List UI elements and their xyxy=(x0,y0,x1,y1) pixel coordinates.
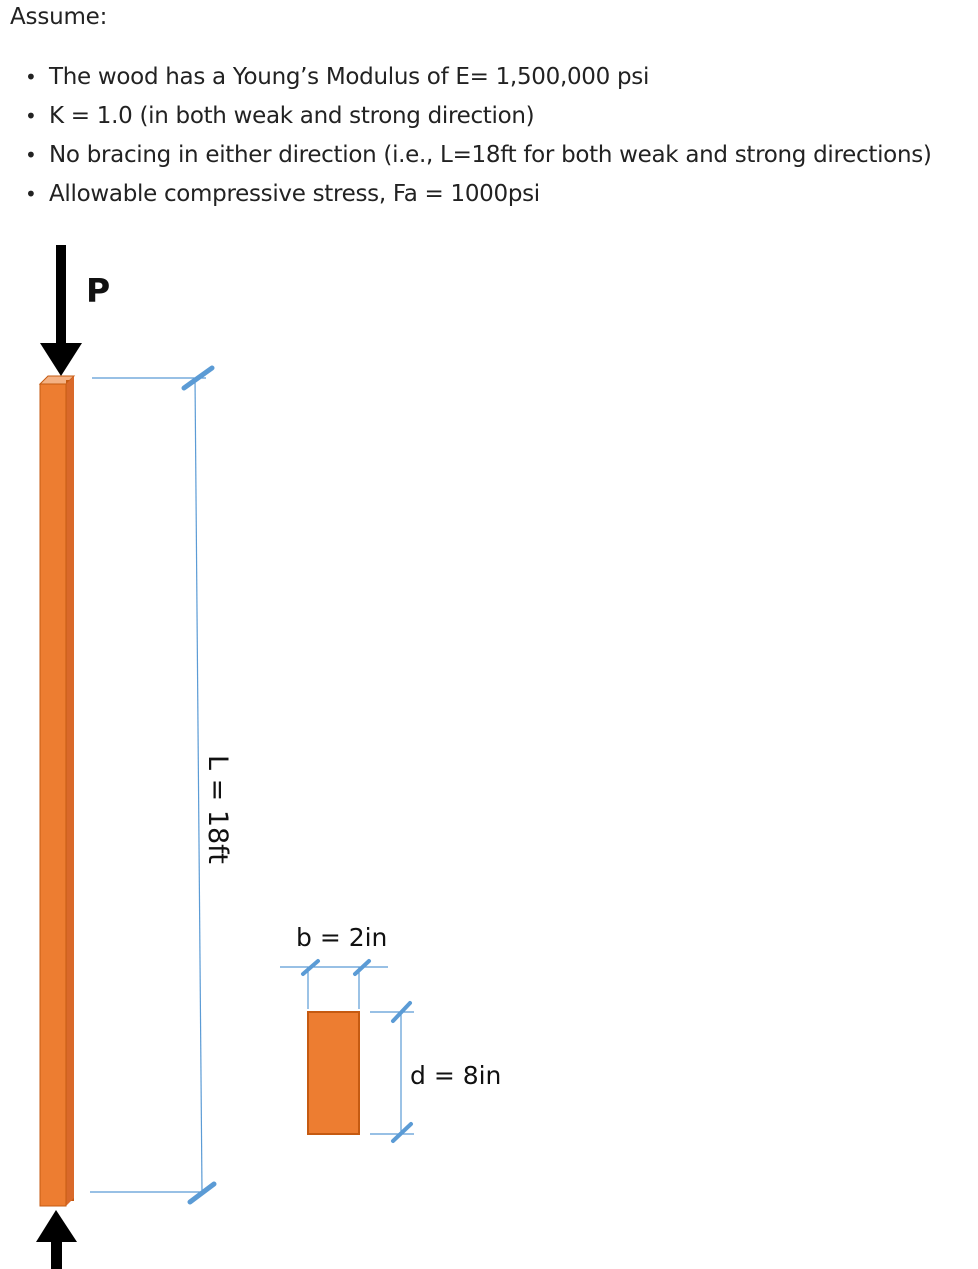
bullet-icon: • xyxy=(25,65,37,89)
cross-section xyxy=(308,1012,359,1134)
assume-heading: Assume: xyxy=(10,4,108,30)
depth-label: d = 8in xyxy=(410,1061,502,1090)
load-arrow-down-icon xyxy=(40,245,82,376)
load-label: P xyxy=(86,271,111,310)
length-dimension xyxy=(90,368,214,1202)
tick-mark xyxy=(393,1124,411,1141)
assumption-text: Allowable compressive stress, Fa = 1000psi xyxy=(49,181,540,207)
assumption-text: K = 1.0 (in both weak and strong direction) xyxy=(49,103,535,129)
reaction-arrow-up-icon xyxy=(36,1210,77,1269)
bullet-icon: • xyxy=(25,104,37,128)
bullet-icon: • xyxy=(25,143,37,167)
width-label: b = 2in xyxy=(296,923,388,952)
assumption-text: The wood has a Young’s Modulus of E= 1,500,000 psi xyxy=(49,64,650,90)
width-dimension xyxy=(280,961,388,1009)
assumption-text: No bracing in either direction (i.e., L=18ft for both weak and strong directions) xyxy=(49,142,932,168)
bullet-icon: • xyxy=(25,182,37,206)
length-label: L = 18ft xyxy=(202,755,233,864)
depth-dimension xyxy=(370,1003,414,1141)
wood-column xyxy=(40,376,74,1206)
